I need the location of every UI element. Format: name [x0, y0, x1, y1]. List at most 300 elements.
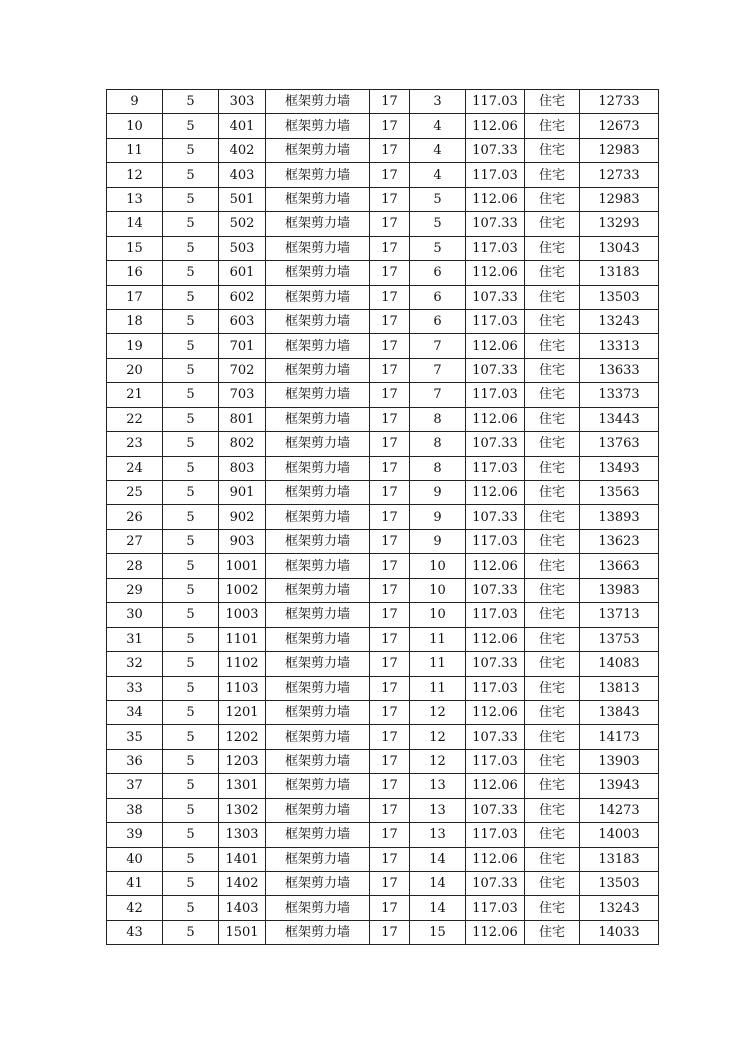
cell-price: 13443 [580, 407, 659, 431]
cell-structure: 框架剪力墙 [266, 212, 370, 236]
cell-usage: 住宅 [525, 285, 580, 309]
cell-price: 14033 [580, 920, 659, 944]
cell-seq: 43 [107, 920, 163, 944]
cell-usage: 住宅 [525, 383, 580, 407]
table-row [107, 774, 659, 798]
cell-area: 112.06 [466, 261, 525, 285]
cell-seq: 17 [107, 285, 163, 309]
cell-area: 112.06 [466, 481, 525, 505]
cell-structure: 框架剪力墙 [266, 920, 370, 944]
cell-structure: 框架剪力墙 [266, 309, 370, 333]
cell-total-floors: 17 [370, 896, 410, 920]
cell-building: 5 [163, 456, 219, 480]
table-row [107, 505, 659, 529]
cell-seq: 27 [107, 529, 163, 553]
table-row [107, 676, 659, 700]
cell-structure: 框架剪力墙 [266, 652, 370, 676]
cell-room: 1302 [219, 798, 266, 822]
table-row [107, 554, 659, 578]
cell-price: 13753 [580, 627, 659, 651]
cell-structure: 框架剪力墙 [266, 749, 370, 773]
cell-building: 5 [163, 138, 219, 162]
cell-structure: 框架剪力墙 [266, 872, 370, 896]
cell-total-floors: 17 [370, 798, 410, 822]
cell-price: 13633 [580, 358, 659, 382]
cell-seq: 18 [107, 309, 163, 333]
cell-building: 5 [163, 383, 219, 407]
cell-seq: 10 [107, 114, 163, 138]
cell-usage: 住宅 [525, 725, 580, 749]
cell-usage: 住宅 [525, 505, 580, 529]
cell-building: 5 [163, 481, 219, 505]
cell-building: 5 [163, 725, 219, 749]
cell-building: 5 [163, 114, 219, 138]
cell-usage: 住宅 [525, 603, 580, 627]
cell-structure: 框架剪力墙 [266, 456, 370, 480]
cell-price: 13503 [580, 872, 659, 896]
cell-room: 1403 [219, 896, 266, 920]
cell-room: 503 [219, 236, 266, 260]
cell-price: 13813 [580, 676, 659, 700]
cell-floor: 3 [410, 90, 466, 114]
cell-floor: 5 [410, 236, 466, 260]
cell-seq: 12 [107, 163, 163, 187]
cell-floor: 15 [410, 920, 466, 944]
cell-price: 13503 [580, 285, 659, 309]
cell-room: 1102 [219, 652, 266, 676]
cell-price: 12733 [580, 90, 659, 114]
cell-usage: 住宅 [525, 872, 580, 896]
table-row [107, 896, 659, 920]
cell-price: 12673 [580, 114, 659, 138]
table-row [107, 383, 659, 407]
cell-total-floors: 17 [370, 456, 410, 480]
cell-room: 1402 [219, 872, 266, 896]
cell-structure: 框架剪力墙 [266, 187, 370, 211]
cell-floor: 13 [410, 798, 466, 822]
cell-price: 13763 [580, 432, 659, 456]
cell-price: 13183 [580, 261, 659, 285]
cell-seq: 25 [107, 481, 163, 505]
cell-total-floors: 17 [370, 163, 410, 187]
table-row [107, 700, 659, 724]
cell-building: 5 [163, 529, 219, 553]
cell-floor: 12 [410, 749, 466, 773]
cell-building: 5 [163, 700, 219, 724]
cell-price: 14083 [580, 652, 659, 676]
cell-usage: 住宅 [525, 261, 580, 285]
table-row [107, 236, 659, 260]
cell-total-floors: 17 [370, 676, 410, 700]
cell-room: 1003 [219, 603, 266, 627]
cell-seq: 9 [107, 90, 163, 114]
cell-structure: 框架剪力墙 [266, 481, 370, 505]
cell-price: 13563 [580, 481, 659, 505]
cell-floor: 4 [410, 114, 466, 138]
cell-total-floors: 17 [370, 823, 410, 847]
cell-seq: 16 [107, 261, 163, 285]
cell-room: 801 [219, 407, 266, 431]
cell-usage: 住宅 [525, 578, 580, 602]
cell-total-floors: 17 [370, 90, 410, 114]
cell-floor: 9 [410, 481, 466, 505]
cell-total-floors: 17 [370, 236, 410, 260]
cell-total-floors: 17 [370, 847, 410, 871]
table-row [107, 138, 659, 162]
cell-room: 602 [219, 285, 266, 309]
cell-building: 5 [163, 285, 219, 309]
cell-seq: 26 [107, 505, 163, 529]
table-row [107, 627, 659, 651]
cell-seq: 15 [107, 236, 163, 260]
cell-area: 112.06 [466, 554, 525, 578]
cell-building: 5 [163, 774, 219, 798]
cell-usage: 住宅 [525, 138, 580, 162]
cell-area: 107.33 [466, 652, 525, 676]
cell-area: 107.33 [466, 578, 525, 602]
cell-usage: 住宅 [525, 627, 580, 651]
cell-building: 5 [163, 163, 219, 187]
cell-area: 107.33 [466, 505, 525, 529]
cell-structure: 框架剪力墙 [266, 432, 370, 456]
cell-total-floors: 17 [370, 334, 410, 358]
cell-structure: 框架剪力墙 [266, 261, 370, 285]
cell-room: 903 [219, 529, 266, 553]
cell-floor: 6 [410, 309, 466, 333]
cell-total-floors: 17 [370, 700, 410, 724]
cell-seq: 13 [107, 187, 163, 211]
cell-seq: 21 [107, 383, 163, 407]
table-row [107, 481, 659, 505]
cell-room: 1201 [219, 700, 266, 724]
cell-usage: 住宅 [525, 432, 580, 456]
cell-building: 5 [163, 236, 219, 260]
cell-price: 14173 [580, 725, 659, 749]
cell-building: 5 [163, 603, 219, 627]
cell-room: 1101 [219, 627, 266, 651]
table-row [107, 212, 659, 236]
cell-price: 13903 [580, 749, 659, 773]
cell-price: 13243 [580, 896, 659, 920]
cell-seq: 24 [107, 456, 163, 480]
cell-floor: 9 [410, 529, 466, 553]
cell-room: 803 [219, 456, 266, 480]
cell-area: 117.03 [466, 383, 525, 407]
cell-room: 1203 [219, 749, 266, 773]
cell-total-floors: 17 [370, 138, 410, 162]
cell-building: 5 [163, 505, 219, 529]
cell-price: 12983 [580, 187, 659, 211]
cell-room: 603 [219, 309, 266, 333]
cell-price: 13713 [580, 603, 659, 627]
cell-building: 5 [163, 187, 219, 211]
cell-area: 112.06 [466, 334, 525, 358]
cell-structure: 框架剪力墙 [266, 383, 370, 407]
cell-structure: 框架剪力墙 [266, 627, 370, 651]
cell-usage: 住宅 [525, 407, 580, 431]
cell-seq: 22 [107, 407, 163, 431]
cell-structure: 框架剪力墙 [266, 90, 370, 114]
cell-room: 1202 [219, 725, 266, 749]
cell-total-floors: 17 [370, 578, 410, 602]
table-body [107, 90, 659, 945]
table-row [107, 603, 659, 627]
cell-area: 117.03 [466, 163, 525, 187]
cell-area: 117.03 [466, 90, 525, 114]
cell-structure: 框架剪力墙 [266, 358, 370, 382]
cell-area: 112.06 [466, 407, 525, 431]
cell-total-floors: 17 [370, 505, 410, 529]
cell-usage: 住宅 [525, 90, 580, 114]
cell-usage: 住宅 [525, 823, 580, 847]
table-row [107, 261, 659, 285]
cell-total-floors: 17 [370, 529, 410, 553]
table-row [107, 529, 659, 553]
cell-structure: 框架剪力墙 [266, 138, 370, 162]
cell-price: 13243 [580, 309, 659, 333]
cell-structure: 框架剪力墙 [266, 798, 370, 822]
cell-total-floors: 17 [370, 481, 410, 505]
cell-total-floors: 17 [370, 285, 410, 309]
cell-building: 5 [163, 358, 219, 382]
cell-usage: 住宅 [525, 652, 580, 676]
cell-structure: 框架剪力墙 [266, 676, 370, 700]
cell-structure: 框架剪力墙 [266, 823, 370, 847]
cell-usage: 住宅 [525, 114, 580, 138]
table-row [107, 90, 659, 114]
cell-room: 601 [219, 261, 266, 285]
cell-area: 107.33 [466, 285, 525, 309]
cell-floor: 13 [410, 774, 466, 798]
cell-total-floors: 17 [370, 187, 410, 211]
cell-usage: 住宅 [525, 212, 580, 236]
cell-area: 112.06 [466, 114, 525, 138]
cell-floor: 11 [410, 627, 466, 651]
cell-area: 107.33 [466, 798, 525, 822]
cell-total-floors: 17 [370, 407, 410, 431]
cell-seq: 19 [107, 334, 163, 358]
cell-total-floors: 17 [370, 603, 410, 627]
cell-floor: 7 [410, 383, 466, 407]
cell-structure: 框架剪力墙 [266, 407, 370, 431]
table-row [107, 652, 659, 676]
cell-usage: 住宅 [525, 896, 580, 920]
cell-usage: 住宅 [525, 920, 580, 944]
cell-area: 112.06 [466, 920, 525, 944]
table-row [107, 432, 659, 456]
cell-price: 13043 [580, 236, 659, 260]
cell-total-floors: 17 [370, 309, 410, 333]
table-row [107, 798, 659, 822]
cell-room: 1001 [219, 554, 266, 578]
table-row [107, 823, 659, 847]
cell-seq: 36 [107, 749, 163, 773]
cell-floor: 4 [410, 163, 466, 187]
cell-room: 902 [219, 505, 266, 529]
table-row [107, 334, 659, 358]
cell-room: 1303 [219, 823, 266, 847]
cell-structure: 框架剪力墙 [266, 505, 370, 529]
table-row [107, 847, 659, 871]
table-row [107, 163, 659, 187]
cell-building: 5 [163, 676, 219, 700]
cell-seq: 40 [107, 847, 163, 871]
cell-usage: 住宅 [525, 187, 580, 211]
table-row [107, 309, 659, 333]
cell-area: 107.33 [466, 872, 525, 896]
cell-seq: 39 [107, 823, 163, 847]
cell-area: 117.03 [466, 456, 525, 480]
cell-area: 117.03 [466, 749, 525, 773]
cell-usage: 住宅 [525, 334, 580, 358]
cell-usage: 住宅 [525, 309, 580, 333]
cell-seq: 28 [107, 554, 163, 578]
cell-usage: 住宅 [525, 358, 580, 382]
cell-usage: 住宅 [525, 700, 580, 724]
cell-price: 13373 [580, 383, 659, 407]
cell-seq: 11 [107, 138, 163, 162]
cell-structure: 框架剪力墙 [266, 725, 370, 749]
cell-structure: 框架剪力墙 [266, 896, 370, 920]
cell-area: 107.33 [466, 725, 525, 749]
cell-price: 13843 [580, 700, 659, 724]
cell-structure: 框架剪力墙 [266, 334, 370, 358]
cell-price: 12733 [580, 163, 659, 187]
cell-area: 107.33 [466, 358, 525, 382]
cell-seq: 23 [107, 432, 163, 456]
cell-area: 117.03 [466, 603, 525, 627]
cell-structure: 框架剪力墙 [266, 578, 370, 602]
cell-floor: 4 [410, 138, 466, 162]
cell-usage: 住宅 [525, 236, 580, 260]
cell-total-floors: 17 [370, 725, 410, 749]
cell-seq: 31 [107, 627, 163, 651]
cell-price: 13183 [580, 847, 659, 871]
cell-area: 112.06 [466, 700, 525, 724]
table-row [107, 358, 659, 382]
cell-usage: 住宅 [525, 529, 580, 553]
cell-total-floors: 17 [370, 554, 410, 578]
cell-room: 702 [219, 358, 266, 382]
cell-structure: 框架剪力墙 [266, 774, 370, 798]
cell-price: 13663 [580, 554, 659, 578]
cell-room: 303 [219, 90, 266, 114]
cell-total-floors: 17 [370, 627, 410, 651]
cell-floor: 8 [410, 456, 466, 480]
cell-total-floors: 17 [370, 652, 410, 676]
cell-building: 5 [163, 847, 219, 871]
cell-floor: 14 [410, 847, 466, 871]
cell-structure: 框架剪力墙 [266, 285, 370, 309]
cell-floor: 10 [410, 603, 466, 627]
cell-floor: 12 [410, 725, 466, 749]
cell-total-floors: 17 [370, 432, 410, 456]
cell-building: 5 [163, 578, 219, 602]
cell-area: 117.03 [466, 823, 525, 847]
cell-usage: 住宅 [525, 676, 580, 700]
cell-floor: 8 [410, 432, 466, 456]
table-row [107, 187, 659, 211]
cell-floor: 5 [410, 212, 466, 236]
cell-floor: 9 [410, 505, 466, 529]
cell-room: 701 [219, 334, 266, 358]
cell-floor: 5 [410, 187, 466, 211]
cell-usage: 住宅 [525, 774, 580, 798]
cell-floor: 7 [410, 358, 466, 382]
cell-floor: 12 [410, 700, 466, 724]
cell-price: 14003 [580, 823, 659, 847]
cell-area: 112.06 [466, 774, 525, 798]
cell-room: 802 [219, 432, 266, 456]
cell-floor: 8 [410, 407, 466, 431]
cell-room: 502 [219, 212, 266, 236]
cell-building: 5 [163, 309, 219, 333]
cell-usage: 住宅 [525, 163, 580, 187]
cell-area: 117.03 [466, 309, 525, 333]
cell-total-floors: 17 [370, 358, 410, 382]
cell-seq: 38 [107, 798, 163, 822]
cell-floor: 10 [410, 578, 466, 602]
cell-structure: 框架剪力墙 [266, 236, 370, 260]
cell-usage: 住宅 [525, 481, 580, 505]
cell-price: 13623 [580, 529, 659, 553]
cell-area: 117.03 [466, 236, 525, 260]
cell-building: 5 [163, 554, 219, 578]
cell-room: 403 [219, 163, 266, 187]
cell-usage: 住宅 [525, 847, 580, 871]
cell-building: 5 [163, 896, 219, 920]
cell-total-floors: 17 [370, 261, 410, 285]
cell-building: 5 [163, 798, 219, 822]
cell-floor: 7 [410, 334, 466, 358]
cell-price: 13313 [580, 334, 659, 358]
cell-room: 901 [219, 481, 266, 505]
cell-price: 13493 [580, 456, 659, 480]
unit-price-table [106, 89, 659, 945]
cell-building: 5 [163, 407, 219, 431]
cell-room: 1103 [219, 676, 266, 700]
cell-area: 112.06 [466, 187, 525, 211]
cell-seq: 29 [107, 578, 163, 602]
cell-building: 5 [163, 90, 219, 114]
cell-building: 5 [163, 749, 219, 773]
cell-building: 5 [163, 261, 219, 285]
cell-seq: 41 [107, 872, 163, 896]
cell-building: 5 [163, 334, 219, 358]
cell-floor: 11 [410, 676, 466, 700]
cell-usage: 住宅 [525, 456, 580, 480]
cell-area: 107.33 [466, 138, 525, 162]
cell-seq: 32 [107, 652, 163, 676]
cell-seq: 14 [107, 212, 163, 236]
cell-building: 5 [163, 432, 219, 456]
cell-floor: 14 [410, 872, 466, 896]
table-row [107, 407, 659, 431]
cell-floor: 6 [410, 285, 466, 309]
cell-seq: 30 [107, 603, 163, 627]
cell-seq: 35 [107, 725, 163, 749]
cell-seq: 33 [107, 676, 163, 700]
cell-room: 401 [219, 114, 266, 138]
cell-price: 13983 [580, 578, 659, 602]
cell-area: 107.33 [466, 432, 525, 456]
table-row [107, 725, 659, 749]
cell-floor: 11 [410, 652, 466, 676]
cell-room: 703 [219, 383, 266, 407]
cell-seq: 20 [107, 358, 163, 382]
cell-building: 5 [163, 920, 219, 944]
table-row [107, 749, 659, 773]
